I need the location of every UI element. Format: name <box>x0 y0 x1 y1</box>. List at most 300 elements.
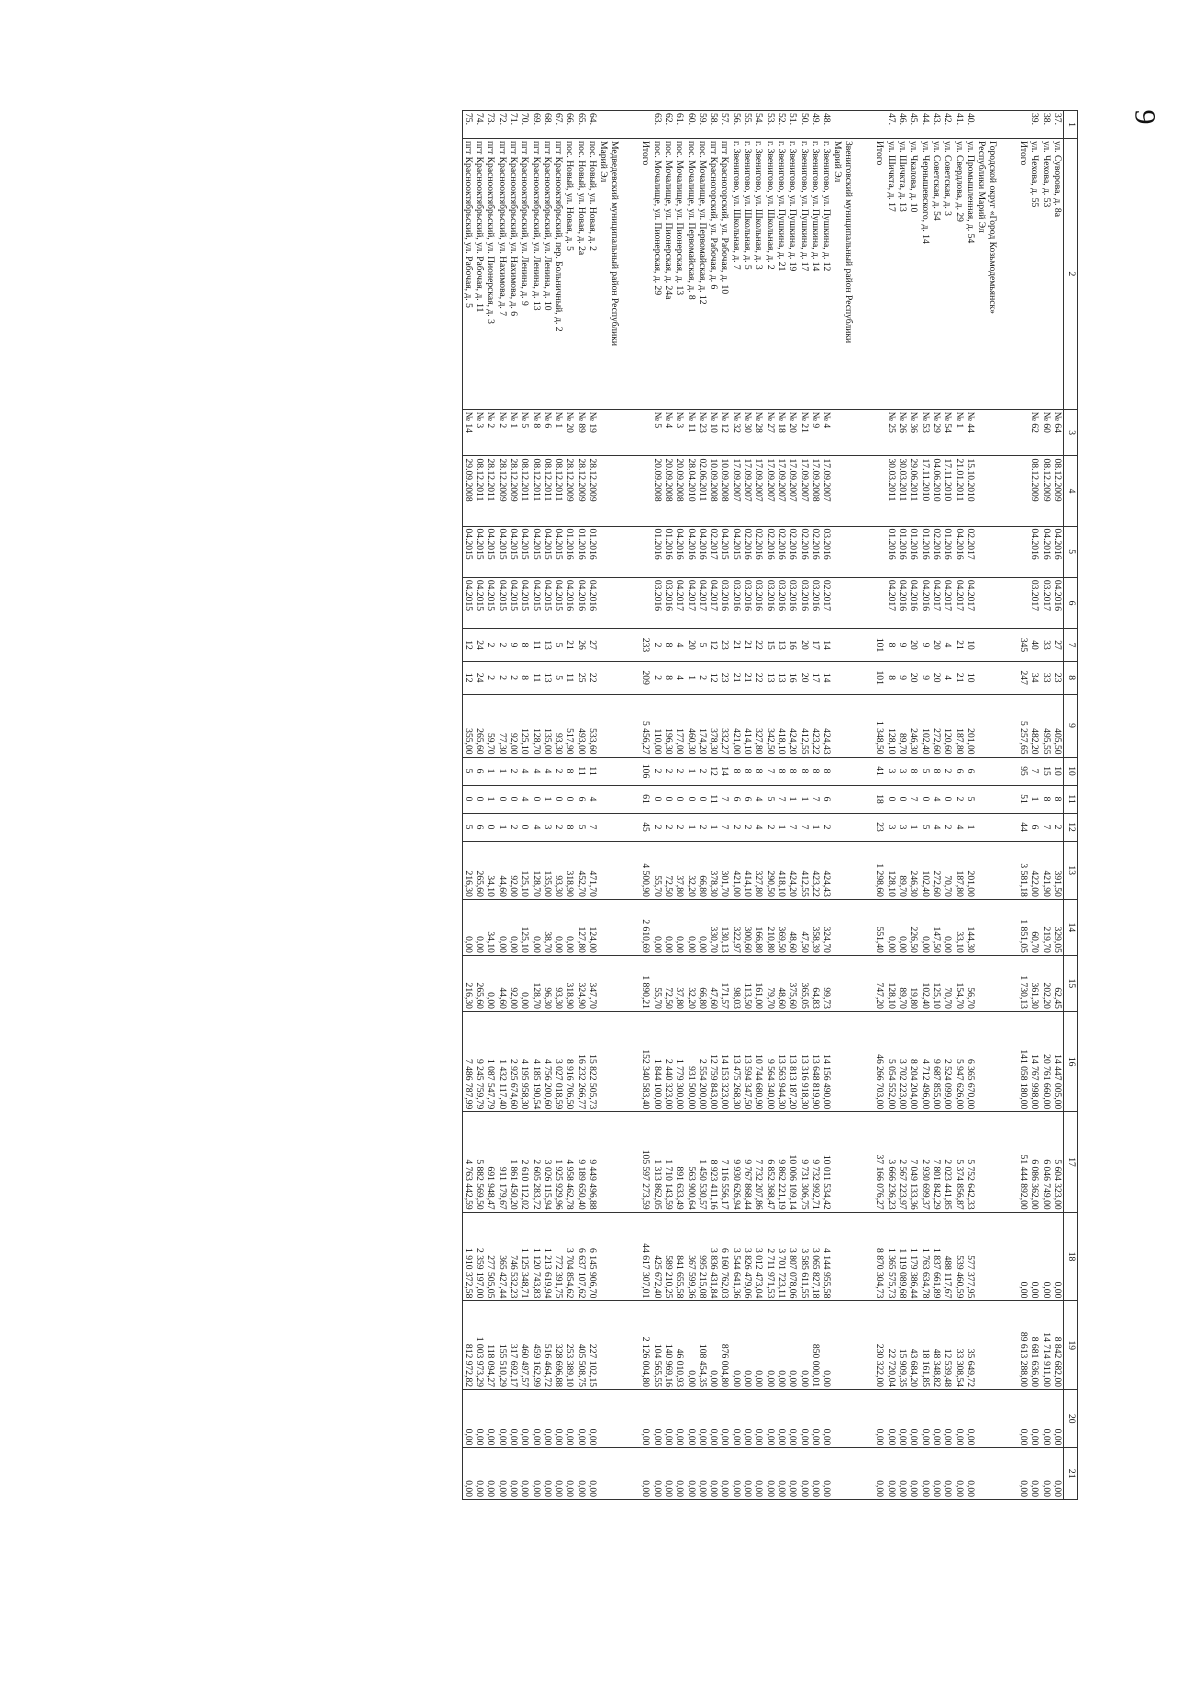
spacer-cell <box>865 841 874 899</box>
cell-col-18: 772 391,75 <box>553 1212 564 1301</box>
total-col-11: 51 <box>1018 785 1029 813</box>
cell-col-17: 1 861 450,20 <box>508 1112 519 1212</box>
spacer-cell <box>1009 899 1018 955</box>
cell-col-20: 0,00 <box>787 1390 798 1448</box>
cell-col-17: 2 567 223,97 <box>897 1112 908 1212</box>
cell-col-8: 24 <box>474 661 485 694</box>
cell-col-15: 66,80 <box>697 955 708 1011</box>
cell-col-6: 04.2016 <box>908 577 919 628</box>
group-heading-empty <box>843 841 865 899</box>
cell-col-11: 6 <box>821 785 832 813</box>
group-heading-empty <box>832 661 843 694</box>
group-heading-empty <box>832 1011 843 1111</box>
cell-col-16: 2 524 099,00 <box>942 1011 953 1111</box>
cell-col-15: 72,50 <box>663 955 674 1011</box>
cell-col-13: 378,30 <box>708 841 719 899</box>
cell-col-14: 124,00 <box>587 899 598 955</box>
cell-col-3: № 18 <box>776 409 787 456</box>
cell-col-18: 1 763 634,78 <box>919 1212 930 1301</box>
total-col-12: 23 <box>874 813 885 841</box>
cell-col-6: 03.2016 <box>742 577 753 628</box>
group-heading-empty <box>843 1301 865 1390</box>
cell-col-9: 378,30 <box>708 694 719 757</box>
cell-col-6: 03.2016 <box>719 577 730 628</box>
table-row <box>663 111 674 1500</box>
cell-col-21: 0,00 <box>697 1448 708 1500</box>
cell-col-11: 11 <box>708 785 719 813</box>
cell-col-20: 0,00 <box>931 1390 942 1448</box>
spacer-cell <box>865 577 874 628</box>
cell-col-11: 0 <box>462 785 474 813</box>
cell-col-3: № 30 <box>742 409 753 456</box>
total-col-11: 61 <box>640 785 651 813</box>
cell-col-5: 03.2016 <box>821 526 832 577</box>
cell-col-12: 4 <box>753 813 764 841</box>
group-heading-empty <box>976 661 987 694</box>
group-spacer <box>865 111 874 1500</box>
cell-col-16: 9 687 855,00 <box>931 1011 942 1111</box>
cell-col-19: 22 720,04 <box>885 1301 896 1390</box>
cell-col-4: 08.12.2009 <box>1052 456 1064 526</box>
spacer-cell <box>631 526 640 577</box>
cell-col-16: 9 245 759,79 <box>474 1011 485 1111</box>
cell-col-14: 330,70 <box>708 899 719 955</box>
cell-col-3: № 14 <box>462 409 474 456</box>
group-heading-empty <box>598 1212 609 1301</box>
cell-col-16: 4 195 958,30 <box>519 1011 530 1111</box>
spacer-cell <box>1009 1448 1018 1500</box>
group-heading-empty <box>832 409 843 456</box>
cell-col-4: 17.11.2010 <box>919 456 930 526</box>
cell-col-10: 8 <box>931 757 942 785</box>
cell-col-1: 70. <box>519 111 530 139</box>
table-row <box>496 111 507 1500</box>
cell-col-6: 03.2016 <box>663 577 674 628</box>
cell-col-8: 9 <box>919 661 930 694</box>
cell-col-11: 7 <box>719 785 730 813</box>
cell-col-6: 04.2015 <box>553 577 564 628</box>
cell-col-16: 13 594 347,50 <box>742 1011 753 1111</box>
group-heading-empty <box>598 899 609 955</box>
group-heading-empty <box>976 1212 987 1301</box>
cell-col-10: 8 <box>730 757 741 785</box>
cell-col-5: 01.2016 <box>942 526 953 577</box>
cell-col-1: 51. <box>787 111 798 139</box>
cell-col-21: 0,00 <box>553 1448 564 1500</box>
cell-col-21: 0,00 <box>485 1448 496 1500</box>
cell-col-19: 18 161,85 <box>919 1301 930 1390</box>
spacer-cell <box>631 841 640 899</box>
spacer-cell <box>1009 139 1018 410</box>
total-empty <box>640 526 651 577</box>
cell-col-13: 32,20 <box>685 841 696 899</box>
cell-col-6: 04.2015 <box>496 577 507 628</box>
cell-col-20: 0,00 <box>564 1390 575 1448</box>
cell-col-1: 45. <box>908 111 919 139</box>
total-empty <box>640 577 651 628</box>
cell-col-11: 7 <box>908 785 919 813</box>
cell-col-15: 161,00 <box>753 955 764 1011</box>
cell-col-5: 02.2016 <box>931 526 942 577</box>
spacer-cell <box>631 1011 640 1111</box>
cell-col-6: 04.2015 <box>542 577 553 628</box>
cell-col-6: 04.2016 <box>576 577 587 628</box>
cell-col-5: 01.2016 <box>885 526 896 577</box>
cell-col-8: 12 <box>462 661 474 694</box>
cell-col-11: 4 <box>519 785 530 813</box>
cell-col-6: 04.2017 <box>885 577 896 628</box>
cell-col-16: 4 185 190,54 <box>530 1011 541 1111</box>
group-heading-empty <box>609 785 631 813</box>
cell-col-3: № 53 <box>919 409 930 456</box>
cell-col-4: 28.12.2009 <box>496 456 507 526</box>
cell-col-10: 2 <box>651 757 662 785</box>
cell-col-21: 0,00 <box>663 1448 674 1500</box>
cell-col-12: 2 <box>697 813 708 841</box>
cell-col-16: 20 761 660,00 <box>1040 1011 1051 1111</box>
cell-col-18: 3 701 723,11 <box>776 1212 787 1301</box>
cell-col-21: 0,00 <box>776 1448 787 1500</box>
cell-col-11: 6 <box>730 785 741 813</box>
cell-col-2: г. Звенигово, ул. Пушкина, д. 19 <box>787 139 798 410</box>
group-heading-empty <box>987 813 1009 841</box>
cell-col-2: пос. Мочалище, ул. Пионерская, д. 29 <box>651 139 662 410</box>
cell-col-9: 92,00 <box>508 694 519 757</box>
group-heading-empty <box>609 629 631 662</box>
total-col-8: 209 <box>640 661 651 694</box>
cell-col-1: 37. <box>1052 111 1064 139</box>
cell-col-9: 59,70 <box>485 694 496 757</box>
cell-col-1: 66. <box>564 111 575 139</box>
cell-col-17: 10 006 109,14 <box>787 1112 798 1212</box>
cell-col-14: 47,50 <box>798 899 809 955</box>
spacer-cell <box>631 629 640 662</box>
cell-col-20: 0,00 <box>908 1390 919 1448</box>
cell-col-19: 328 696,88 <box>553 1301 564 1390</box>
cell-col-13: 272,60 <box>931 841 942 899</box>
cell-col-21: 0,00 <box>587 1448 598 1500</box>
spacer-cell <box>1009 526 1018 577</box>
cell-col-18: 6 160 762,03 <box>719 1212 730 1301</box>
table-row <box>776 111 787 1500</box>
cell-col-5: 04.2016 <box>674 526 685 577</box>
cell-col-5: 04.2015 <box>719 526 730 577</box>
cell-col-14: 34,10 <box>485 899 496 955</box>
cell-col-15: 89,70 <box>897 955 908 1011</box>
cell-col-14: 300,60 <box>742 899 753 955</box>
table-row <box>462 111 474 1500</box>
cell-col-6: 03.2016 <box>651 577 662 628</box>
group-heading-empty <box>976 409 987 456</box>
cell-col-6: 04.2015 <box>485 577 496 628</box>
cell-col-21: 0,00 <box>651 1448 662 1500</box>
spacer-cell <box>1009 111 1018 139</box>
column-header-7: 7 <box>1064 629 1078 662</box>
cell-col-12: 3 <box>542 813 553 841</box>
table-row <box>1052 111 1064 1500</box>
cell-col-17: 1 925 929,96 <box>553 1112 564 1212</box>
spacer-cell <box>1009 757 1018 785</box>
cell-col-8: 22 <box>587 661 598 694</box>
cell-col-13: 92,00 <box>508 841 519 899</box>
cell-col-17: 2 930 699,37 <box>919 1112 930 1212</box>
total-col-19: 2 126 004,80 <box>640 1301 651 1390</box>
cell-col-8: 21 <box>953 661 964 694</box>
cell-col-7: 5 <box>553 629 564 662</box>
cell-col-12: 4 <box>530 813 541 841</box>
cell-col-5: 04.2015 <box>542 526 553 577</box>
cell-col-10: 11 <box>576 757 587 785</box>
cell-col-15: 216,30 <box>462 955 474 1011</box>
table-row <box>897 111 908 1500</box>
group-heading-empty <box>987 1011 1009 1111</box>
table-row <box>953 111 964 1500</box>
cell-col-17: 691 948,47 <box>485 1112 496 1212</box>
table-row <box>553 111 564 1500</box>
cell-col-7: 9 <box>508 629 519 662</box>
cell-col-9: 196,30 <box>663 694 674 757</box>
cell-col-1: 54. <box>753 111 764 139</box>
cell-col-11: 1 <box>787 785 798 813</box>
cell-col-3: № 4 <box>821 409 832 456</box>
spacer-cell <box>631 456 640 526</box>
cell-col-19: 253 389,10 <box>564 1301 575 1390</box>
table-row <box>919 111 930 1500</box>
cell-col-3: № 54 <box>942 409 953 456</box>
group-heading-empty <box>976 899 987 955</box>
cell-col-3: № 1 <box>508 409 519 456</box>
cell-col-16: 1 432 117,40 <box>496 1011 507 1111</box>
group-heading-empty <box>598 1112 609 1212</box>
cell-col-5: 02.2016 <box>776 526 787 577</box>
cell-col-17: 1 313 862,05 <box>651 1112 662 1212</box>
cell-col-5: 01.2016 <box>897 526 908 577</box>
group-heading-empty <box>598 757 609 785</box>
cell-col-21: 0,00 <box>753 1448 764 1500</box>
total-col-20: 0,00 <box>874 1390 885 1448</box>
cell-col-4: 08.12.2009 <box>1029 456 1040 526</box>
cell-col-12: 4 <box>953 813 964 841</box>
cell-col-7: 12 <box>462 629 474 662</box>
spacer-cell <box>865 1011 874 1111</box>
cell-col-1: 50. <box>798 111 809 139</box>
table-row <box>530 111 541 1500</box>
total-col-18: 44 617 307,01 <box>640 1212 651 1301</box>
cell-col-16: 9 564 340,00 <box>764 1011 775 1111</box>
cell-col-15: 44,60 <box>496 955 507 1011</box>
cell-col-13: 391,50 <box>1052 841 1064 899</box>
cell-col-18: 841 655,58 <box>674 1212 685 1301</box>
cell-col-14: 369,50 <box>776 899 787 955</box>
cell-col-2: пгт Краснооктябрьский, пер. Больничный, д. 2 <box>553 139 564 410</box>
cell-col-12: 1 <box>965 813 976 841</box>
spacer-cell <box>1009 1390 1018 1448</box>
cell-col-17: 7 116 556,17 <box>719 1112 730 1212</box>
cell-col-7: 10 <box>965 629 976 662</box>
cell-col-6: 04.2015 <box>519 577 530 628</box>
cell-col-21: 0,00 <box>1040 1448 1051 1500</box>
cell-col-20: 0,00 <box>708 1390 719 1448</box>
cell-col-9: 135,00 <box>542 694 553 757</box>
cell-col-20: 0,00 <box>965 1390 976 1448</box>
cell-col-8: 8 <box>885 661 896 694</box>
cell-col-15: 92,00 <box>508 955 519 1011</box>
cell-col-18: 3 065 827,18 <box>810 1212 821 1301</box>
cell-col-7: 12 <box>708 629 719 662</box>
cell-col-11: 6 <box>576 785 587 813</box>
group-heading-empty <box>609 813 631 841</box>
table-row <box>576 111 587 1500</box>
column-header-18: 18 <box>1064 1212 1078 1301</box>
cell-col-11: 0 <box>663 785 674 813</box>
cell-col-19: 140 969,16 <box>663 1301 674 1390</box>
cell-col-11: 1 <box>798 785 809 813</box>
cell-col-1: 74. <box>474 111 485 139</box>
cell-col-13: 412,55 <box>798 841 809 899</box>
cell-col-16: 7 486 787,99 <box>462 1011 474 1111</box>
cell-col-19: 812 972,82 <box>462 1301 474 1390</box>
group-heading-empty <box>843 694 865 757</box>
cell-col-6: 03.2016 <box>810 577 821 628</box>
cell-col-10: 2 <box>508 757 519 785</box>
group-heading-empty <box>832 456 843 526</box>
cell-col-2: ул. Промышленная, д. 54 <box>965 139 976 410</box>
group-heading-empty <box>598 813 609 841</box>
cell-col-8: 22 <box>753 661 764 694</box>
group-heading-subtitle: Марий Эл <box>598 139 609 410</box>
cell-col-6: 04.2015 <box>474 577 485 628</box>
total-col-16: 46 266 703,00 <box>874 1011 885 1111</box>
cell-col-6: 04.2017 <box>708 577 719 628</box>
cell-col-7: 13 <box>542 629 553 662</box>
group-heading-title: Городской округ «Город Козьмодемьянск» <box>987 139 1009 410</box>
group-heading-empty <box>987 955 1009 1011</box>
cell-col-4: 15.10.2010 <box>965 456 976 526</box>
cell-col-21: 0,00 <box>931 1448 942 1500</box>
cell-col-10: 8 <box>908 757 919 785</box>
cell-col-7: 14 <box>821 629 832 662</box>
cell-col-4: 28.04.2010 <box>685 456 696 526</box>
cell-col-13: 414,10 <box>742 841 753 899</box>
group-heading-empty <box>843 456 865 526</box>
cell-col-17: 10 011 534,42 <box>821 1112 832 1212</box>
cell-col-9: 89,70 <box>897 694 908 757</box>
group-heading-empty <box>598 1390 609 1448</box>
cell-col-20: 0,00 <box>553 1390 564 1448</box>
cell-col-17: 3 026 115,94 <box>542 1112 553 1212</box>
cell-col-6: 03.2016 <box>764 577 775 628</box>
table-body <box>462 111 1063 1500</box>
group-heading-empty <box>598 1011 609 1111</box>
table-row <box>685 111 696 1500</box>
cell-col-10: 2 <box>553 757 564 785</box>
cell-col-2: ул. Советская, д. 54 <box>931 139 942 410</box>
total-col-8: 247 <box>1018 661 1029 694</box>
cell-col-4: 20.09.2008 <box>663 456 674 526</box>
cell-col-6: 04.2016 <box>587 577 598 628</box>
spacer-cell <box>631 694 640 757</box>
column-header-9: 9 <box>1064 694 1078 757</box>
group-heading-empty <box>832 955 843 1011</box>
cell-col-7: 2 <box>651 629 662 662</box>
cell-col-13: 44,60 <box>496 841 507 899</box>
cell-col-3: № 60 <box>1040 409 1051 456</box>
cell-col-7: 27 <box>1052 629 1064 662</box>
cell-col-4: 28.12.2011 <box>485 456 496 526</box>
cell-col-1: 46. <box>897 111 908 139</box>
cell-col-3: № 2 <box>496 409 507 456</box>
group-heading-empty <box>987 577 1009 628</box>
group-heading-empty <box>843 1448 865 1500</box>
cell-col-3: № 9 <box>810 409 821 456</box>
cell-col-2: ул. Шичкта, д. 17 <box>885 139 896 410</box>
column-header-10: 10 <box>1064 757 1078 785</box>
cell-col-2: пос. Новый, ул. Новая, д. 2 <box>587 139 598 410</box>
group-heading-empty <box>976 1301 987 1390</box>
cell-col-19: 0,00 <box>742 1301 753 1390</box>
cell-col-6: 03.2016 <box>730 577 741 628</box>
cell-col-1: 44. <box>919 111 930 139</box>
cell-col-19: 48 348,82 <box>931 1301 942 1390</box>
cell-col-19: 850 000,01 <box>810 1301 821 1390</box>
group-heading-empty <box>832 757 843 785</box>
cell-col-7: 2 <box>496 629 507 662</box>
cell-col-1: 47. <box>885 111 896 139</box>
cell-col-7: 20 <box>908 629 919 662</box>
spacer-cell <box>865 111 874 139</box>
cell-col-11: 1 <box>485 785 496 813</box>
cell-col-14: 127,80 <box>576 899 587 955</box>
spacer-cell <box>631 139 640 410</box>
page-number: 9 <box>1128 109 1162 125</box>
group-heading-blank <box>976 111 987 139</box>
total-col-19: 89 613 288,00 <box>1018 1301 1029 1390</box>
cell-col-17: 2 605 283,72 <box>530 1112 541 1212</box>
cell-col-4: 17.11.2010 <box>942 456 953 526</box>
cell-col-18: 995 215,08 <box>697 1212 708 1301</box>
column-header-3: 3 <box>1064 409 1078 456</box>
group-heading-empty <box>832 785 843 813</box>
total-col-20: 0,00 <box>1018 1390 1029 1448</box>
cell-col-11: 0 <box>530 785 541 813</box>
cell-col-15: 324,90 <box>576 955 587 1011</box>
column-header-17: 17 <box>1064 1112 1078 1212</box>
cell-col-19: 0,00 <box>764 1301 775 1390</box>
cell-col-17: 891 633,49 <box>674 1112 685 1212</box>
cell-col-6: 04.2017 <box>953 577 964 628</box>
cell-col-20: 0,00 <box>685 1390 696 1448</box>
cell-col-10: 1 <box>685 757 696 785</box>
cell-col-7: 33 <box>1040 629 1051 662</box>
group-heading-empty <box>598 841 609 899</box>
cell-col-3: № 32 <box>730 409 741 456</box>
group-heading-empty <box>987 899 1009 955</box>
cell-col-20: 0,00 <box>897 1390 908 1448</box>
cell-col-2: ул. Шичкта, д. 13 <box>897 139 908 410</box>
cell-col-8: 13 <box>764 661 775 694</box>
spacer-cell <box>1009 577 1018 628</box>
cell-col-13: 34,10 <box>485 841 496 899</box>
group-heading-empty <box>843 785 865 813</box>
cell-col-2: ул. Советская, д. 3 <box>942 139 953 410</box>
cell-col-5: 04.2016 <box>685 526 696 577</box>
cell-col-21: 0,00 <box>798 1448 809 1500</box>
total-col-8: 101 <box>874 661 885 694</box>
cell-col-13: 37,80 <box>674 841 685 899</box>
cell-col-18: 3 807 078,06 <box>787 1212 798 1301</box>
cell-col-9: 120,60 <box>942 694 953 757</box>
group-heading-empty <box>832 694 843 757</box>
